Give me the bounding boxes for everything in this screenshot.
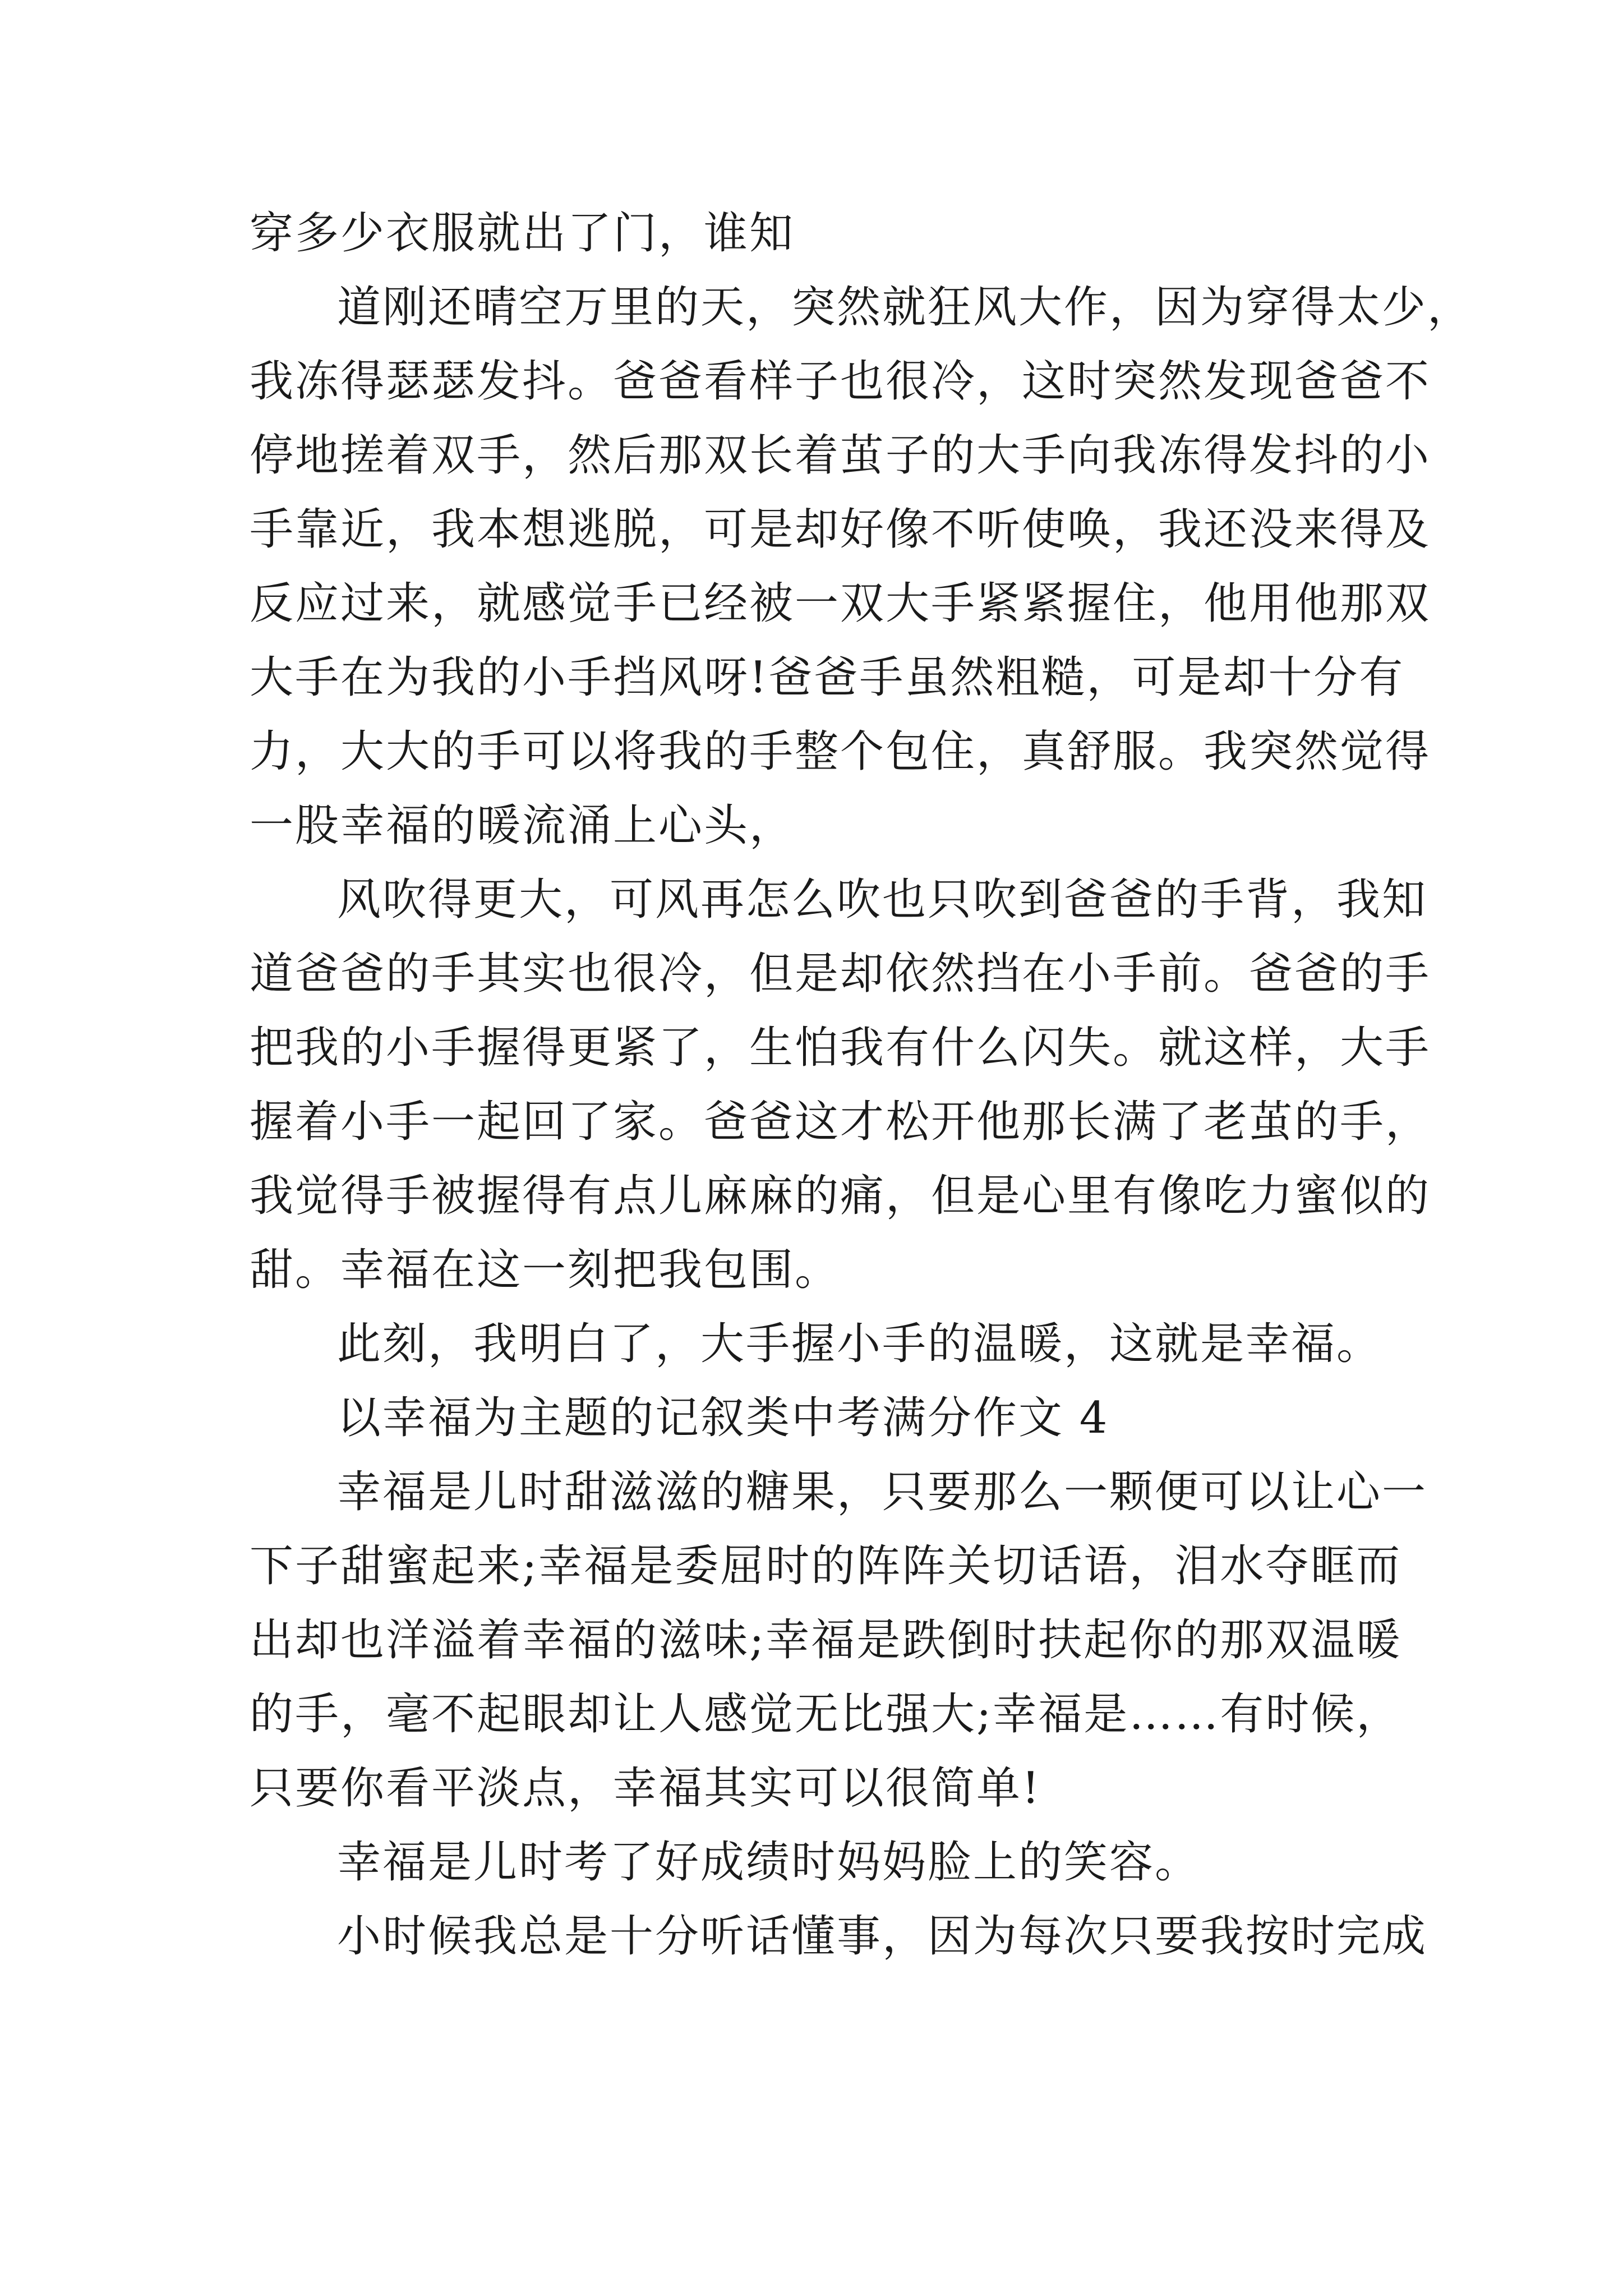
- text-line: 甜。幸福在这一刻把我包围。: [250, 1245, 841, 1295]
- text-line: 把我的小手握得更紧了，生怕我有什么闪失。就这样，大手: [250, 1023, 1431, 1073]
- section-heading: 以幸福为主题的记叙类中考满分作文 4: [337, 1393, 1109, 1443]
- text-line: 手靠近，我本想逃脱，可是却好像不听使唤，我还没来得及: [250, 504, 1431, 555]
- text-line: 反应过来，就感觉手已经被一双大手紧紧握住，他用他那双: [250, 578, 1431, 629]
- text-line: 大手在为我的小手挡风呀!爸爸手虽然粗糙，可是却十分有: [250, 652, 1405, 703]
- essay-text-column: [250, 196, 1473, 1973]
- paragraph-start-line: 此刻，我明白了，大手握小手的温暖，这就是幸福。: [337, 1319, 1382, 1369]
- text-line: 下子甜蜜起来;幸福是委屈时的阵阵关切话语，泪水夺眶而: [250, 1541, 1402, 1591]
- text-line: 停地搓着双手，然后那双长着茧子的大手向我冻得发抖的小: [250, 430, 1431, 481]
- paragraph-start-line: 风吹得更大，可风再怎么吹也只吹到爸爸的手背，我知: [337, 875, 1428, 925]
- paragraph-start-line: 幸福是儿时考了好成绩时妈妈脸上的笑容。: [337, 1837, 1201, 1888]
- text-line: 道爸爸的手其实也很冷，但是却依然挡在小手前。爸爸的手: [250, 949, 1431, 999]
- text-line: 出却也洋溢着幸福的滋味;幸福是跌倒时扶起你的那双温暖: [250, 1615, 1402, 1665]
- text-line: 一股幸福的暖流涌上心头，: [250, 800, 795, 851]
- paragraph-start-line: 幸福是儿时甜滋滋的糖果，只要那么一颗便可以让心一: [337, 1467, 1428, 1517]
- paragraph-start-line: 小时候我总是十分听话懂事，因为每次只要我按时完成: [337, 1911, 1428, 1962]
- text-line: 我觉得手被握得有点儿麻麻的痛，但是心里有像吃力蜜似的: [250, 1171, 1431, 1221]
- paragraph-start-line: 道刚还晴空万里的天，突然就狂风大作，因为穿得太少，: [337, 282, 1473, 333]
- text-line: 我冻得瑟瑟发抖。爸爸看样子也很冷，这时突然发现爸爸不: [250, 356, 1431, 407]
- text-line: 只要你看平淡点，幸福其实可以很简单!: [250, 1763, 1041, 1814]
- text-line: 力，大大的手可以将我的手整个包住，真舒服。我突然觉得: [250, 726, 1431, 777]
- text-line: 的手，毫不起眼却让人感觉无比强大;幸福是……有时候，: [250, 1689, 1402, 1740]
- text-line: 握着小手一起回了家。爸爸这才松开他那长满了老茧的手，: [250, 1097, 1431, 1147]
- text-line: 穿多少衣服就出了门，谁知: [250, 208, 795, 259]
